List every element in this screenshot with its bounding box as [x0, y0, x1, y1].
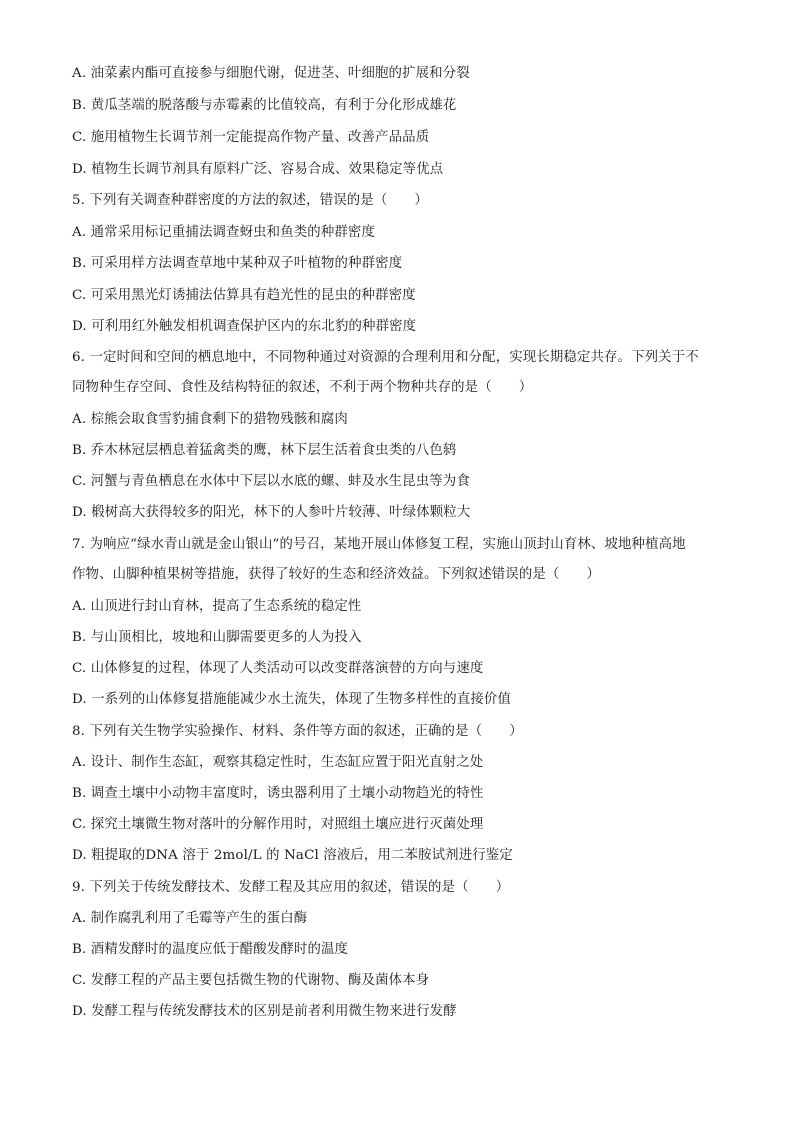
question-7-line-2: 作物、山脚种植果树等措施，获得了较好的生态和经济效益。下列叙述错误的是（ ）: [72, 567, 601, 582]
option-a-q7: A. 山顶进行封山育林，提高了生态系统的稳定性: [72, 599, 362, 614]
question-5: 5. 下列有关调查种群密度的方法的叙述，错误的是（ ）: [72, 193, 428, 208]
option-a-q6: A. 棕熊会取食雪豹捕食剩下的猎物残骸和腐肉: [72, 412, 348, 427]
question-6-line-2: 同物种生存空间、食性及结构特征的叙述，不利于两个物种共存的是（ ）: [72, 380, 533, 395]
option-b-q4: B. 黄瓜茎端的脱落酸与赤霉素的比值较高，有利于分化形成雄花: [72, 98, 457, 113]
option-a-q5: A. 通常采用标记重捕法调查蚜虫和鱼类的种群密度: [72, 225, 375, 240]
option-a-q9: A. 制作腐乳利用了毛霉等产生的蛋白酶: [72, 911, 308, 926]
option-d-q5: D. 可利用红外触发相机调查保护区内的东北豹的种群密度: [72, 319, 417, 334]
option-b-q6: B. 乔木林冠层栖息着猛禽类的鹰，林下层生活着食虫类的八色鸫: [72, 443, 457, 458]
question-7-line-1: 7. 为响应“绿水青山就是金山银山”的号召，某地开展山体修复工程，实施山顶封山育林、坡地种植高地: [72, 537, 686, 552]
option-c-q9: C. 发酵工程的产品主要包括微生物的代谢物、酶及菌体本身: [72, 973, 430, 988]
question-8: 8. 下列有关生物学实验操作、材料、条件等方面的叙述，正确的是（ ）: [72, 724, 523, 739]
option-a-q4: A. 油菜素内酯可直接参与细胞代谢，促进茎、叶细胞的扩展和分裂: [72, 66, 470, 81]
option-b-q7: B. 与山顶相比，坡地和山脚需要更多的人为投入: [72, 630, 362, 645]
option-c-q8: C. 探究土壤微生物对落叶的分解作用时，对照组土壤应进行灭菌处理: [72, 817, 484, 832]
option-d-q7: D. 一系列的山体修复措施能减少水土流失，体现了生物多样性的直接价值: [72, 692, 511, 707]
question-9: 9. 下列关于传统发酵技术、发酵工程及其应用的叙述，错误的是（ ）: [72, 880, 510, 895]
option-d-q8: D. 粗提取的DNA 溶于 2mol/L 的 NaCl 溶液后，用二苯胺试剂进行鉴定: [72, 848, 513, 863]
option-d-q9: D. 发酵工程与传统发酵技术的区别是前者利用微生物来进行发酵: [72, 1004, 457, 1019]
option-c-q6: C. 河蟹与青鱼栖息在水体中下层以水底的螺、蚌及水生昆虫等为食: [72, 474, 470, 489]
option-b-q8: B. 调查土壤中小动物丰富度时，诱虫器利用了土壤小动物趋光的特性: [72, 786, 484, 801]
option-d-q6: D. 椴树高大获得较多的阳光，林下的人参叶片较薄、叶绿体颗粒大: [72, 505, 471, 520]
option-d-q4: D. 植物生长调节剂具有原料广泛、容易合成、效果稳定等优点: [72, 162, 444, 177]
option-c-q7: C. 山体修复的过程，体现了人类活动可以改变群落演替的方向与速度: [72, 661, 484, 676]
question-6-line-1: 6. 一定时间和空间的栖息地中，不同物种通过对资源的合理利用和分配，实现长期稳定共存。下列关于不: [72, 350, 699, 365]
option-b-q5: B. 可采用样方法调查草地中某种双子叶植物的种群密度: [72, 256, 403, 271]
option-c-q5: C. 可采用黑光灯诱捕法估算具有趋光性的昆虫的种群密度: [72, 288, 416, 303]
option-a-q8: A. 设计、制作生态缸，观察其稳定性时，生态缸应置于阳光直射之处: [72, 755, 484, 770]
option-c-q4: C. 施用植物生长调节剂一定能提高作物产量、改善产品品质: [72, 130, 430, 145]
option-b-q9: B. 酒精发酵时的温度应低于醋酸发酵时的温度: [72, 942, 349, 957]
